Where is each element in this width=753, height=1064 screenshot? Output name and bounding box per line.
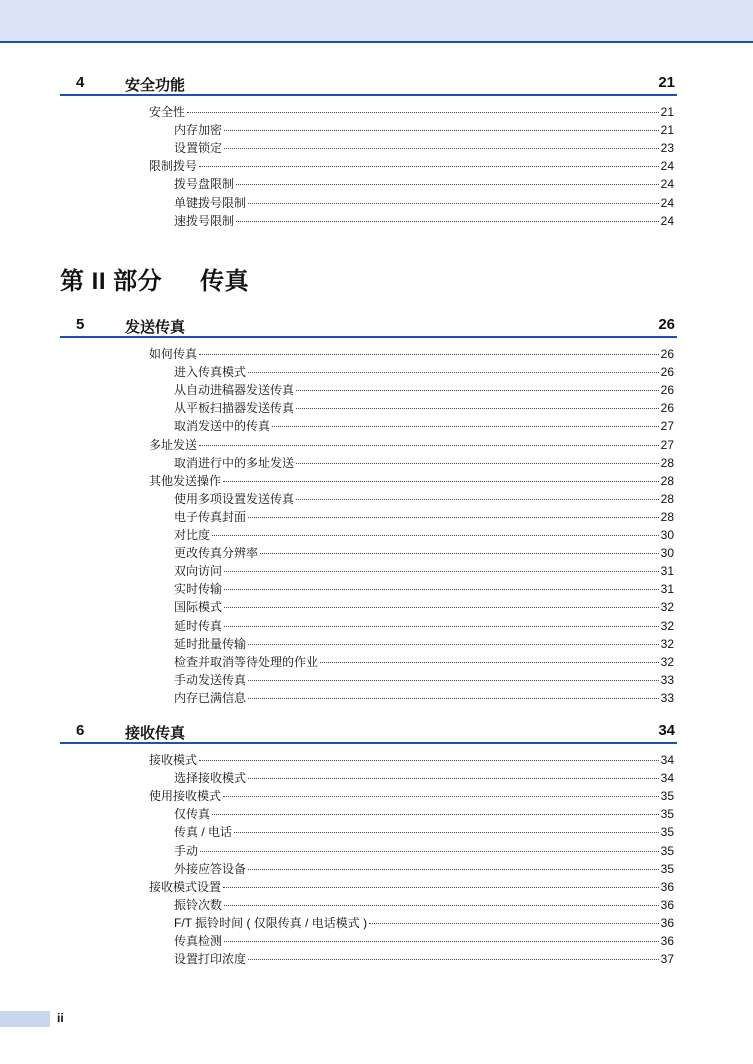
- toc-entry[interactable]: [149, 787, 674, 805]
- toc-entry[interactable]: [149, 157, 674, 175]
- toc-entry-page: 35: [660, 843, 674, 858]
- toc-entry[interactable]: [149, 103, 674, 121]
- toc-entry-label: 如何传真: [149, 347, 198, 361]
- dot-leader: [296, 390, 659, 391]
- dot-leader: [199, 445, 659, 446]
- dot-leader: [187, 112, 659, 113]
- dot-leader: [296, 408, 659, 409]
- toc-entry[interactable]: [149, 436, 674, 454]
- toc-entry-page: 28: [660, 509, 674, 524]
- toc-entry-label: 设置锁定: [174, 141, 223, 156]
- dot-leader: [248, 680, 659, 681]
- dot-leader: [224, 941, 659, 942]
- toc-entry-page: 26: [660, 383, 674, 398]
- toc-entry-page: 31: [660, 582, 674, 597]
- toc-entry-page: 27: [660, 437, 674, 452]
- toc-entry[interactable]: [174, 544, 674, 562]
- toc-entry[interactable]: [174, 417, 674, 435]
- toc-entry-page: 24: [660, 177, 674, 192]
- toc-entry-page: 35: [660, 825, 674, 840]
- toc-entry-label: 接收模式设置: [149, 879, 222, 894]
- dot-leader: [223, 481, 659, 482]
- dot-leader: [248, 644, 659, 645]
- toc-entry[interactable]: [174, 896, 674, 914]
- toc-entry-page: 36: [660, 934, 674, 948]
- toc-entry[interactable]: [174, 194, 674, 212]
- dot-leader: [200, 851, 659, 852]
- toc-entry-page: 35: [660, 861, 674, 876]
- toc-entry-page: 32: [660, 654, 674, 669]
- toc-entry[interactable]: [174, 562, 674, 580]
- toc-entry-label: 传真 / 电话: [174, 825, 233, 840]
- toc-entry[interactable]: [149, 878, 674, 896]
- chapter-heading-4[interactable]: [60, 70, 677, 96]
- dot-leader: [199, 354, 659, 355]
- toc-entry-label: 传真检测: [174, 934, 223, 948]
- dot-leader: [234, 832, 659, 833]
- toc-entry-page: 24: [660, 195, 674, 210]
- toc-entry[interactable]: [174, 671, 674, 689]
- toc-entry-label: 外接应答设备: [174, 861, 247, 876]
- dot-leader: [212, 814, 659, 815]
- toc-entry-page: 21: [660, 105, 674, 119]
- toc-entry-label: 限制拨号: [149, 159, 198, 174]
- chapter-page: 34: [658, 722, 675, 739]
- toc-entry[interactable]: [174, 175, 674, 193]
- dot-leader: [212, 535, 659, 536]
- footer-bar: [0, 1011, 50, 1027]
- toc-entry-label: 双向访问: [174, 564, 223, 579]
- toc-entry-page: 30: [660, 528, 674, 542]
- toc-entry-label: 振铃次数: [174, 897, 223, 912]
- chapter-number: 6: [76, 722, 85, 739]
- toc-entry-label: 安全性: [149, 105, 186, 119]
- dot-leader: [248, 517, 659, 518]
- chapter-number: 5: [76, 316, 85, 333]
- toc-entry-label: 单键拨号限制: [174, 195, 247, 210]
- chapter-number: 4: [76, 74, 85, 91]
- toc-entry-page: 36: [660, 879, 674, 894]
- dot-leader: [260, 553, 659, 554]
- toc-entry[interactable]: [174, 635, 674, 653]
- toc-entry-label: 多址发送: [149, 437, 198, 452]
- toc-entry-label: 延时传真: [174, 618, 223, 633]
- toc-entry-page: 28: [660, 455, 674, 470]
- dot-leader: [248, 869, 659, 870]
- toc-entry-label: 对比度: [174, 528, 211, 542]
- toc-entry-label: 使用接收模式: [149, 789, 222, 804]
- toc-entry-page: 26: [660, 365, 674, 380]
- dot-leader: [236, 184, 659, 185]
- toc-entry[interactable]: [174, 805, 674, 823]
- toc-entry-label: 取消发送中的传真: [174, 419, 271, 434]
- toc-entry[interactable]: [174, 139, 674, 157]
- toc-entry-page: 24: [660, 159, 674, 174]
- dot-leader: [224, 607, 659, 608]
- toc-entry[interactable]: [174, 454, 674, 472]
- dot-leader: [248, 698, 659, 699]
- toc-entry[interactable]: [174, 363, 674, 381]
- toc-entry-page: 33: [660, 690, 674, 705]
- toc-entry[interactable]: [174, 950, 674, 968]
- toc-entry-label: 电子传真封面: [174, 509, 247, 524]
- toc-entry-label: 从平板扫描器发送传真: [174, 401, 295, 416]
- toc-entry[interactable]: [174, 508, 674, 526]
- chapter-page: 26: [658, 316, 675, 333]
- toc-entry[interactable]: [174, 932, 674, 950]
- dot-leader: [224, 905, 659, 906]
- toc-entry-page: 28: [660, 491, 674, 506]
- toc-entry-page: 36: [660, 897, 674, 912]
- toc-entry-page: 35: [660, 789, 674, 804]
- toc-entry-page: 34: [660, 753, 674, 767]
- dot-leader: [248, 959, 659, 960]
- toc-entry-label: 进入传真模式: [174, 365, 247, 380]
- toc-entry-label: 手动: [174, 843, 199, 858]
- toc-entry[interactable]: [174, 842, 674, 860]
- toc-entry-label: 拨号盘限制: [174, 177, 235, 192]
- chapter-title: 接收传真: [125, 725, 186, 742]
- toc-entry[interactable]: [174, 914, 674, 932]
- toc-entry[interactable]: [174, 617, 674, 635]
- toc-entry-label: 实时传输: [174, 582, 223, 597]
- toc-entry-label: 检查并取消等待处理的作业: [174, 654, 319, 669]
- toc-entry[interactable]: [149, 345, 674, 363]
- toc-entry-page: 34: [660, 771, 674, 786]
- toc-entry-page: 33: [660, 672, 674, 687]
- toc-entry-page: 30: [660, 546, 674, 561]
- toc-entry-label: 国际模式: [174, 600, 223, 615]
- dot-leader: [248, 372, 659, 373]
- toc-entry-page: 28: [660, 473, 674, 488]
- dot-leader: [272, 426, 659, 427]
- dot-leader: [224, 148, 659, 149]
- toc-entry-page: 21: [660, 123, 674, 138]
- chapter-title: 发送传真: [125, 319, 186, 336]
- dot-leader: [224, 626, 659, 627]
- chapter-heading-5[interactable]: [60, 312, 677, 338]
- toc-entry-page: 32: [660, 618, 674, 633]
- dot-leader: [236, 221, 659, 222]
- toc-entry[interactable]: [174, 689, 674, 707]
- dot-leader: [223, 796, 659, 797]
- toc-entry-label: 手动发送传真: [174, 672, 247, 687]
- toc-entry[interactable]: [174, 769, 674, 787]
- toc-entry-page: 26: [660, 347, 674, 361]
- footer-page-number: ii: [57, 1011, 64, 1025]
- part-name: 传真: [200, 268, 250, 295]
- toc-entry[interactable]: [174, 490, 674, 508]
- toc-entry[interactable]: [174, 381, 674, 399]
- toc-entry-label: 接收模式: [149, 753, 198, 767]
- toc-entry[interactable]: [174, 399, 674, 417]
- chapter-page: 21: [658, 74, 675, 91]
- dot-leader: [223, 887, 659, 888]
- toc-entry[interactable]: [174, 212, 674, 230]
- toc-entry-page: 27: [660, 419, 674, 434]
- dot-leader: [224, 130, 659, 131]
- toc-entry-label: 设置打印浓度: [174, 952, 247, 967]
- toc-entry-label: 取消进行中的多址发送: [174, 455, 295, 470]
- header-band: [0, 0, 753, 43]
- dot-leader: [320, 662, 659, 663]
- dot-leader: [296, 463, 659, 464]
- toc-entry-label: 更改传真分辨率: [174, 546, 259, 561]
- toc-entry-label: F/T 振铃时间 ( 仅限传真 / 电话模式 ): [174, 915, 368, 930]
- toc-entry-label: 使用多项设置发送传真: [174, 491, 295, 506]
- toc-entry-page: 36: [660, 915, 674, 930]
- dot-leader: [224, 571, 659, 572]
- toc-entry-page: 26: [660, 401, 674, 416]
- dot-leader: [296, 499, 659, 500]
- dot-leader: [199, 166, 659, 167]
- toc-entry[interactable]: [174, 526, 674, 544]
- toc-entry-page: 35: [660, 807, 674, 822]
- toc-entry[interactable]: [149, 751, 674, 769]
- chapter-title: 安全功能: [125, 77, 186, 94]
- toc-entry-label: 内存已满信息: [174, 690, 247, 705]
- toc-entry-page: 32: [660, 636, 674, 651]
- toc-entry[interactable]: [174, 580, 674, 598]
- toc-entry-label: 延时批量传输: [174, 636, 247, 651]
- toc-entry-label: 选择接收模式: [174, 771, 247, 786]
- toc-entry-page: 32: [660, 600, 674, 615]
- toc-entry[interactable]: [174, 860, 674, 878]
- dot-leader: [248, 203, 659, 204]
- dot-leader: [224, 589, 659, 590]
- dot-leader: [248, 778, 659, 779]
- part-title: [60, 261, 249, 296]
- toc-entry[interactable]: [149, 472, 674, 490]
- toc-entry-page: 31: [660, 564, 674, 579]
- part-label: 第 II 部分: [60, 268, 163, 295]
- chapter-heading-6[interactable]: [60, 718, 677, 744]
- dot-leader: [199, 760, 659, 761]
- toc-entry-label: 其他发送操作: [149, 473, 222, 488]
- toc-entry-label: 速拨号限制: [174, 213, 235, 228]
- toc-entry[interactable]: [174, 823, 674, 841]
- toc-entry[interactable]: [174, 598, 674, 616]
- dot-leader: [369, 923, 659, 924]
- toc-entry[interactable]: [174, 653, 674, 671]
- toc-entry-label: 内存加密: [174, 123, 223, 138]
- toc-entry-label: 从自动进稿器发送传真: [174, 383, 295, 398]
- toc-entry-page: 37: [660, 952, 674, 967]
- toc-entry-page: 24: [660, 213, 674, 228]
- toc-entry-label: 仅传真: [174, 807, 211, 822]
- toc-entry[interactable]: [174, 121, 674, 139]
- toc-entry-page: 23: [660, 141, 674, 156]
